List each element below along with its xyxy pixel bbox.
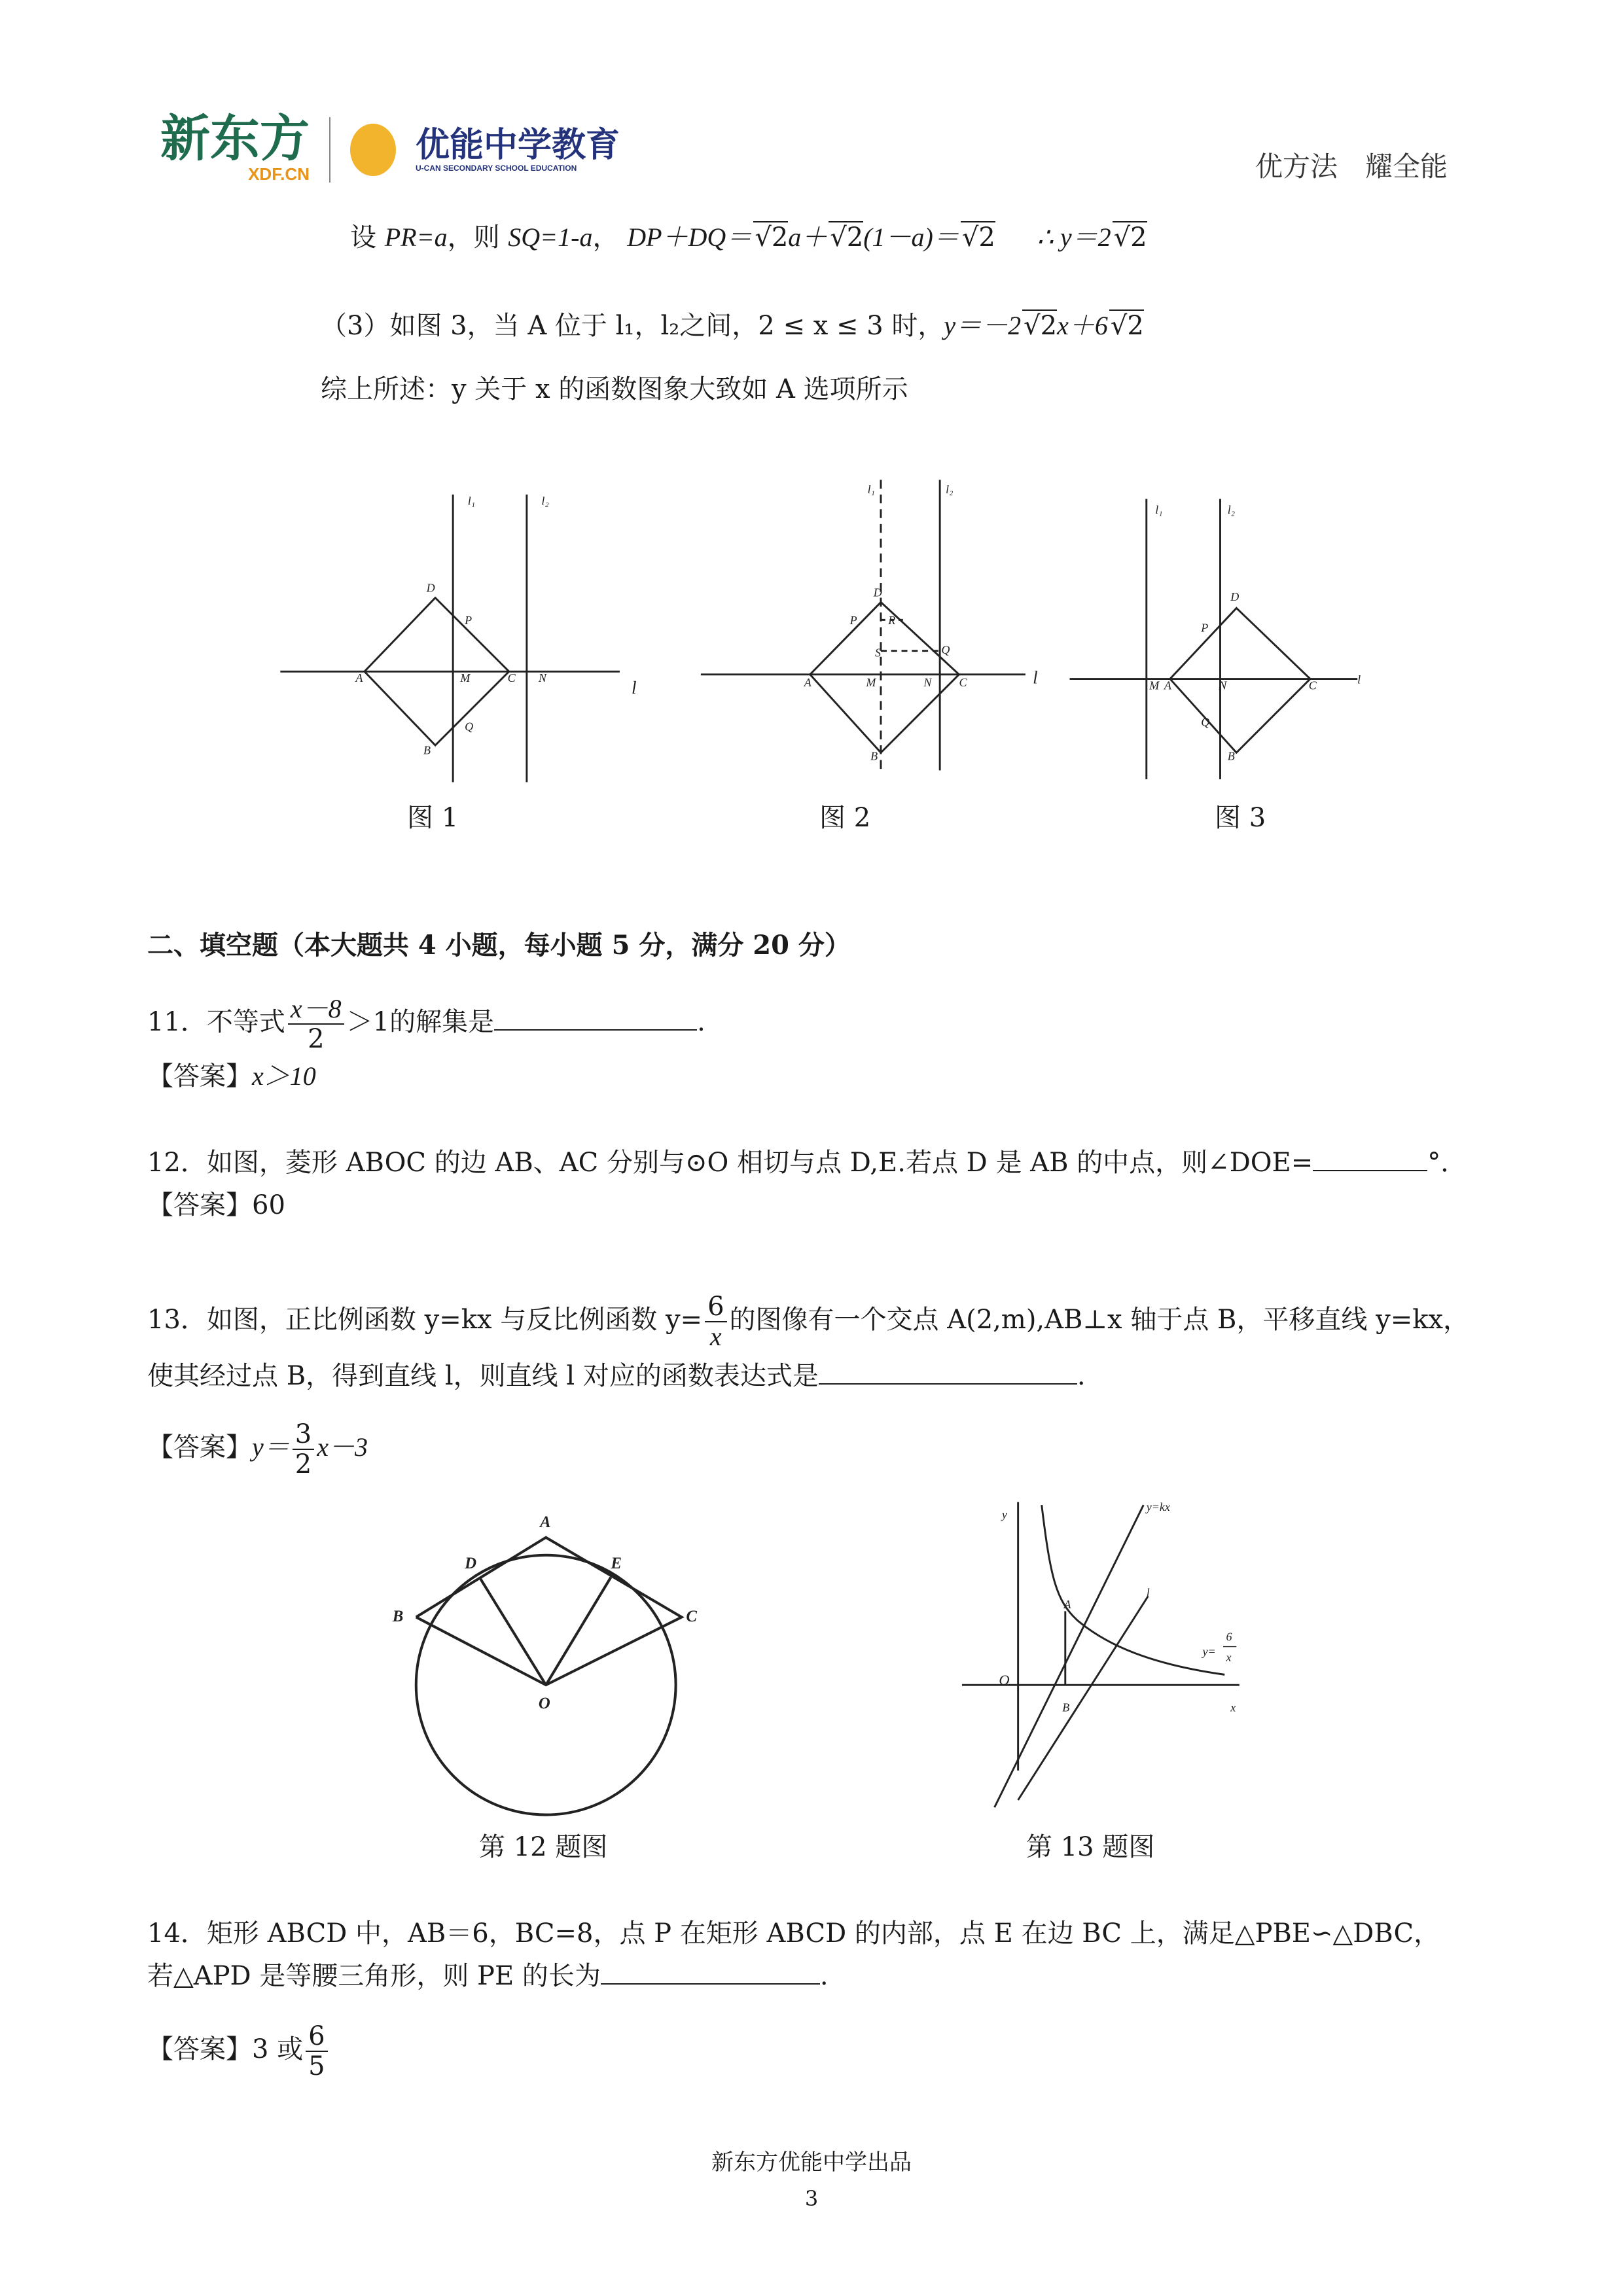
- fig1-M: M: [460, 671, 471, 685]
- fig2-N: N: [923, 675, 932, 689]
- fig13-A: A: [1063, 1597, 1071, 1611]
- fig2-M: M: [866, 675, 876, 689]
- q13-fraction: $\frac{6}{x}$: [705, 1292, 726, 1351]
- fig2-l1: l₁: [867, 482, 875, 496]
- figure-12: [416, 1538, 682, 1815]
- fig12-B: B: [392, 1608, 404, 1626]
- section-heading: 二、填空题（本大题共 4 小题，每小题 5 分，满分 20 分）: [147, 930, 851, 961]
- page-number: 3: [804, 2186, 819, 2211]
- fig1-P: P: [465, 614, 473, 627]
- fig12-D: D: [465, 1555, 477, 1573]
- fig1-D: D: [426, 581, 435, 595]
- fig3-D: D: [1230, 590, 1240, 604]
- fig1-B: B: [423, 743, 431, 757]
- fig3-P: P: [1201, 621, 1209, 635]
- fig12-A: A: [540, 1513, 551, 1531]
- fig13-inv-num: 6: [1226, 1630, 1232, 1644]
- slogan: 优方法 耀全能: [1255, 150, 1448, 183]
- fig13-B: B: [1062, 1701, 1070, 1714]
- fig3-caption: 图 3: [1215, 803, 1266, 833]
- xdf-logo: 新东方 XDF.CN: [160, 111, 310, 184]
- fig3-M: M: [1149, 679, 1160, 692]
- fig12-E: E: [611, 1555, 622, 1573]
- fig13-inv-den: x: [1226, 1651, 1232, 1665]
- fig3-l1: l₁: [1155, 503, 1163, 517]
- fig1-C: C: [507, 671, 516, 685]
- q13-answer-blank: [819, 1360, 1077, 1385]
- fig1-l1: l₁: [467, 494, 475, 508]
- fig3-l: l: [1357, 673, 1361, 686]
- figure-1: [280, 495, 620, 783]
- q12: 12．如图，菱形 ABOC 的边 AB、AC 分别与⊙O 相切与点 D,E.若点 D 是 AB 的中点，则∠DOE= °．: [147, 1148, 1467, 1178]
- fig1-l: l: [631, 678, 637, 698]
- fig1-caption: 图 1: [407, 803, 459, 833]
- solution-line-2: （3）如图 3，当 A 位于 l₁，l₂之间，2 ≤ x ≤ 3 时，y＝－2√ 2x＋6√ 2: [321, 309, 1144, 342]
- fig2-D: D: [873, 586, 882, 599]
- fig2-caption: 图 2: [819, 803, 871, 833]
- q13-line-2: 使其经过点 B，得到直线 l，则直线 l 对应的函数表达式是 .: [147, 1361, 1086, 1391]
- fig13-caption: 第 13 题图: [1026, 1832, 1155, 1862]
- fig2-C: C: [959, 675, 967, 689]
- q11-answer: 【答案】x＞10: [147, 1061, 316, 1091]
- fig12-C: C: [686, 1608, 697, 1626]
- fig2-B: B: [870, 749, 878, 763]
- q13-answer: 【答案】y＝ $\frac{3}{2}$ x－3: [147, 1419, 368, 1479]
- figure-2: [701, 480, 1026, 770]
- fig12-caption: 第 12 题图: [479, 1832, 608, 1862]
- fig3-l2: l₂: [1227, 503, 1236, 517]
- footer-publisher: 新东方优能中学出品: [711, 2149, 912, 2176]
- fig3-N: N: [1219, 679, 1227, 692]
- q11-answer-blank: [494, 1006, 697, 1031]
- fig1-Q: Q: [465, 720, 474, 733]
- fig2-l2: l₂: [946, 482, 954, 496]
- q11-fraction: $\frac{x-8}{2}$: [288, 995, 344, 1053]
- q12-answer-blank: [1313, 1146, 1427, 1171]
- fig2-S: S: [874, 646, 881, 660]
- fig2-A: A: [804, 675, 812, 689]
- fig3-A: A: [1164, 679, 1171, 692]
- fig3-B: B: [1227, 749, 1235, 763]
- q14-line-1: 14．矩形 ABCD 中，AB＝6，BC=8，点 P 在矩形 ABCD 的内部，点 E 在边 BC 上，满足△PBE∽△DBC，: [147, 1918, 1440, 1949]
- q13: 13．如图，正比例函数 y=kx 与反比例函数 y= $\frac{6}{x}$ 的图像有一个交点 A(2,m),AB⊥x 轴于点 B，平移直线 y=kx，: [147, 1292, 1470, 1351]
- fig13-inv-pre: y=: [1202, 1645, 1216, 1659]
- fig2-R: R: [888, 614, 896, 627]
- fig1-N: N: [538, 671, 546, 685]
- fig2-l: l: [1033, 667, 1038, 688]
- fig3-C: C: [1308, 679, 1317, 692]
- fig1-l2: l₂: [541, 494, 549, 508]
- fig13-x: x: [1230, 1701, 1236, 1714]
- q12-answer: 【答案】60: [147, 1190, 285, 1220]
- fig2-P: P: [849, 614, 857, 627]
- q14-line-2: 若△APD 是等腰三角形，则 PE 的长为 .: [147, 1961, 829, 1991]
- ucan-logo: 优能中学教育 U-CAN SECONDARY SCHOOL EDUCATION: [416, 126, 620, 173]
- fig13-l: l: [1146, 1585, 1150, 1599]
- solution-line-1: 设 PR=a，则 SQ=1-a， DP＋DQ＝√ 2a＋√ 2(1－a)＝√ 2 ∴ y＝2√ 2: [350, 221, 1147, 254]
- fig13-y: y: [1001, 1508, 1007, 1521]
- fig2-Q: Q: [941, 643, 950, 657]
- q11: 11．不等式 $\frac{x-8}{2}$ ＞1的解集是 .: [147, 994, 705, 1054]
- fig1-A: A: [355, 671, 363, 685]
- figure-13: [962, 1502, 1240, 1808]
- q14-answer-blank: [601, 1960, 820, 1985]
- figure-3: [1070, 499, 1358, 779]
- q14-answer: 【答案】3 或 $\frac{6}{5}$: [147, 2022, 330, 2081]
- fig12-O: O: [538, 1695, 550, 1713]
- fig13-O: O: [999, 1672, 1010, 1689]
- solution-line-3: 综上所述：y 关于 x 的函数图象大致如 A 选项所示: [321, 374, 908, 404]
- fig3-Q: Q: [1201, 715, 1210, 729]
- fig13-ykx: y=kx: [1146, 1500, 1170, 1514]
